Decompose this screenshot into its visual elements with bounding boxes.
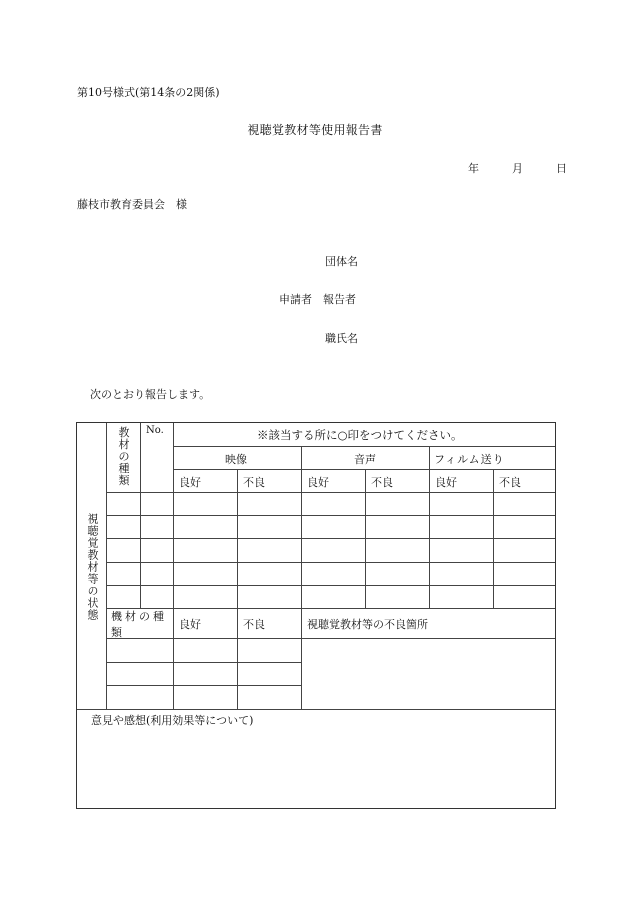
material-status-cell[interactable] [429,562,493,585]
film-good-header: 良好 [435,476,457,489]
material-status-cell[interactable] [429,585,493,608]
video-good-header: 良好 [179,476,201,489]
comments-label: 意見や感想(利用効果等について) [91,714,254,727]
equipment-bad-cell[interactable] [237,662,301,685]
material-no-cell[interactable] [140,585,173,608]
material-status-cell[interactable] [237,492,301,515]
group-header-film-feed: フィルム送り [434,453,505,466]
material-status-cell[interactable] [493,492,555,515]
document-title: 視聴覚教材等使用報告書 [247,123,383,137]
material-status-cell[interactable] [365,562,429,585]
equipment-good-cell[interactable] [173,685,237,709]
defect-location-cell[interactable] [301,638,555,709]
material-status-cell[interactable] [301,562,365,585]
equipment-type-cell[interactable] [106,662,173,685]
material-type-cell[interactable] [106,585,140,608]
material-status-cell[interactable] [173,538,237,562]
applicant-label: 申請者 報告者 [279,293,356,306]
material-status-cell[interactable] [365,585,429,608]
side-label-material-status: 視聴覚教材等の状態 [86,513,99,621]
material-status-cell[interactable] [173,515,237,538]
material-status-cell[interactable] [365,492,429,515]
material-status-cell[interactable] [365,538,429,562]
date-year: 年 [468,162,479,175]
material-type-cell[interactable] [106,515,140,538]
material-type-cell[interactable] [106,492,140,515]
material-type-cell[interactable] [106,538,140,562]
material-type-cell[interactable] [106,562,140,585]
material-status-cell[interactable] [365,515,429,538]
defect-location-header: 視聴覚教材等の不良箇所 [307,618,428,631]
material-no-cell[interactable] [140,515,173,538]
date-month: 月 [512,162,523,175]
group-header-audio: 音声 [354,453,376,466]
video-bad-header: 不良 [243,476,265,489]
material-status-cell[interactable] [237,515,301,538]
material-status-cell[interactable] [301,538,365,562]
equipment-type-cell[interactable] [106,638,173,662]
film-bad-header: 不良 [499,476,521,489]
material-status-cell[interactable] [173,585,237,608]
material-status-cell[interactable] [301,585,365,608]
material-status-cell[interactable] [237,538,301,562]
position-name-label: 職氏名 [325,332,358,345]
instruction-text: ※該当する所に○印をつけてください。 [257,428,463,442]
material-status-cell[interactable] [429,492,493,515]
material-status-cell[interactable] [493,562,555,585]
date-day: 日 [556,162,567,175]
equipment-good-header: 良好 [179,618,201,631]
equipment-good-cell[interactable] [173,638,237,662]
material-status-cell[interactable] [237,585,301,608]
audio-bad-header: 不良 [371,476,393,489]
material-status-cell[interactable] [493,585,555,608]
material-type-header: 教材の種類 [118,426,130,487]
equipment-type-label: 機材の種類 [111,610,167,639]
material-no-cell[interactable] [140,538,173,562]
date-line [468,160,567,176]
material-status-cell[interactable] [301,515,365,538]
equipment-bad-cell[interactable] [237,638,301,662]
audio-good-header: 良好 [307,476,329,489]
material-status-cell[interactable] [301,492,365,515]
material-no-cell[interactable] [140,492,173,515]
equipment-type-header [111,609,173,641]
material-status-cell[interactable] [493,515,555,538]
material-status-cell[interactable] [493,538,555,562]
equipment-bad-header: 不良 [243,618,265,631]
intro-text: 次のとおり報告します。 [90,388,211,401]
material-status-cell[interactable] [429,515,493,538]
equipment-type-cell[interactable] [106,685,173,709]
group-header-video: 映像 [225,453,247,466]
addressee: 藤枝市教育委員会 様 [77,198,187,211]
grid-line-h [77,709,555,710]
comments-area[interactable] [77,728,555,808]
material-status-cell[interactable] [173,492,237,515]
material-status-cell[interactable] [237,562,301,585]
grid-line-h [173,446,555,447]
form-number: 第10号様式(第14条の2関係) [77,86,220,99]
material-status-cell[interactable] [173,562,237,585]
grid-line-h [106,608,555,609]
material-status-cell[interactable] [429,538,493,562]
org-name-label: 団体名 [325,255,358,268]
report-form-table [76,422,556,809]
equipment-bad-cell[interactable] [237,685,301,709]
material-no-cell[interactable] [140,562,173,585]
equipment-good-cell[interactable] [173,662,237,685]
no-header: No. [146,425,164,436]
grid-line-h [173,469,555,470]
